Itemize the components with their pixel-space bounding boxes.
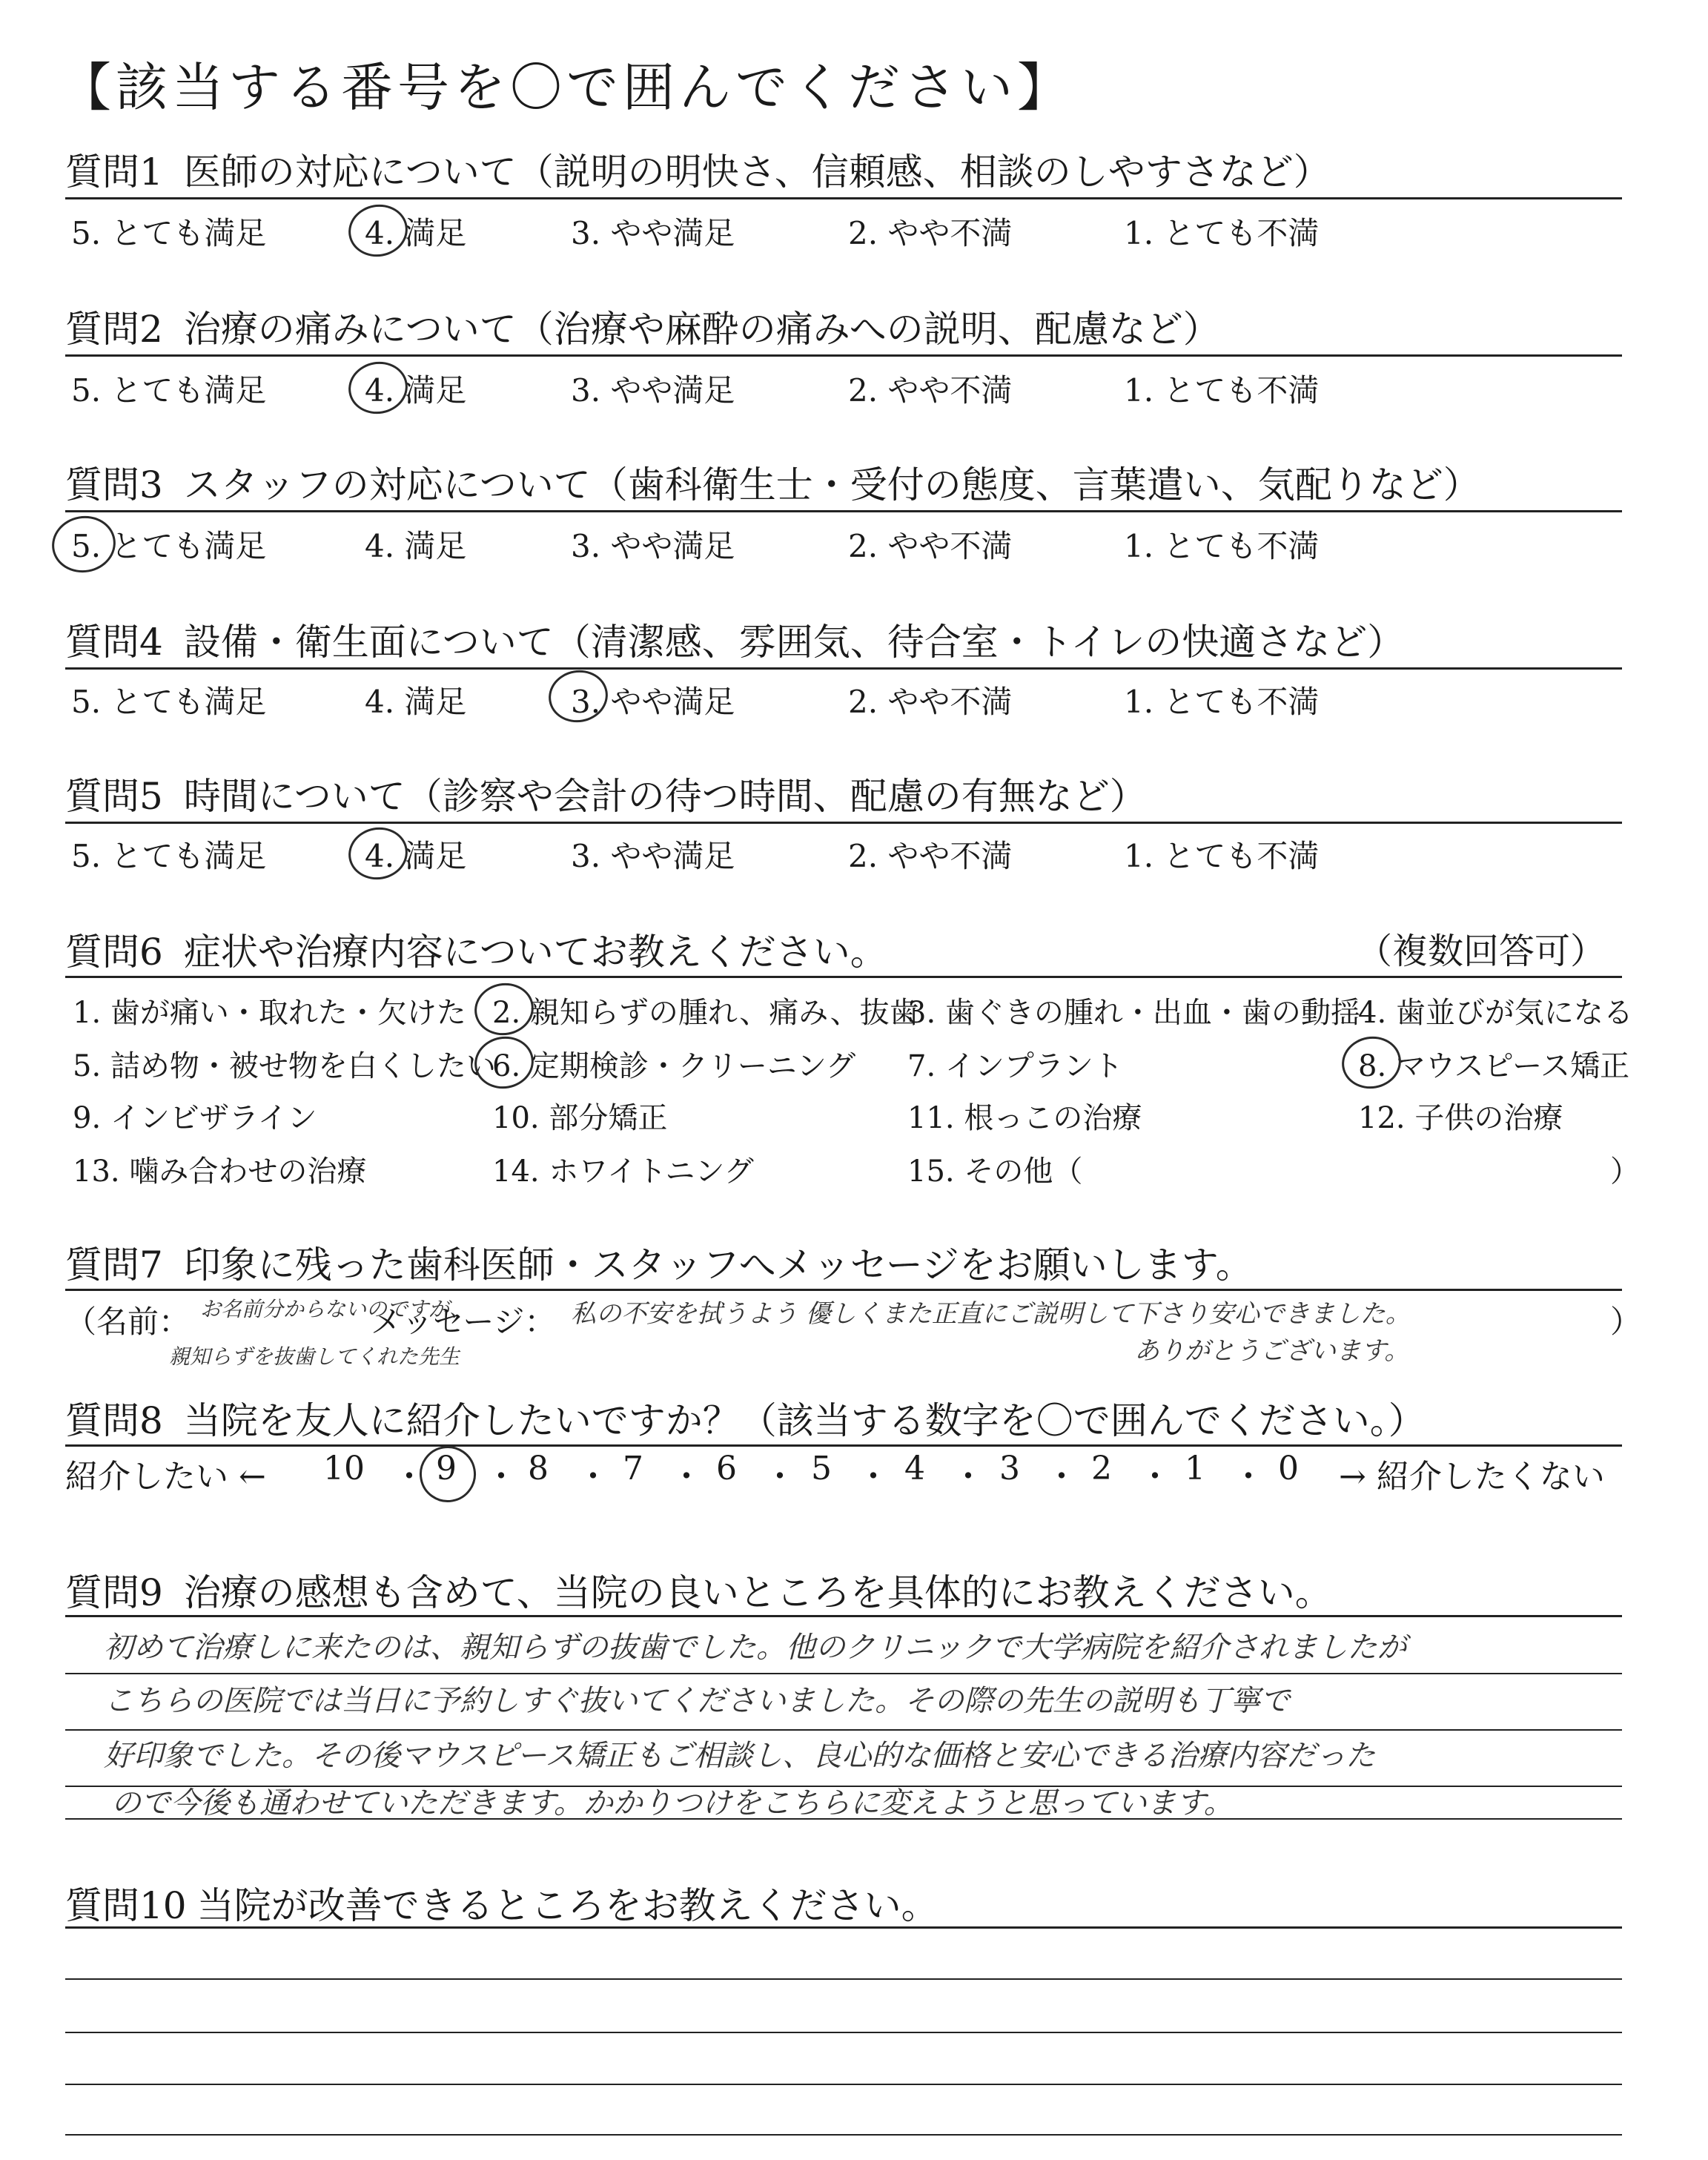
q9-handwriting-2: こちらの医院では当日に予約しすぐ抜いてくださいました。その際の先生の説明も丁寧で	[104, 1684, 1290, 1718]
q6-option-10[interactable]: 10. 部分矯正	[492, 1101, 668, 1135]
q6-option-11[interactable]: 11. 根っこの治療	[907, 1101, 1142, 1135]
q5-option-5[interactable]: 5. とても満足	[71, 838, 267, 874]
question-9-title	[65, 1563, 1332, 1616]
q8-separator: ・	[1139, 1458, 1171, 1496]
q3-option-5[interactable]: 5. とても満足	[71, 528, 267, 564]
q2-option-3[interactable]: 3. やや満足	[571, 372, 735, 409]
q6-option-2[interactable]: 2. 親知らずの腫れ、痛み、抜歯	[492, 996, 919, 1030]
question-5-number: 質問5	[65, 775, 163, 818]
question-10-title	[65, 1876, 939, 1929]
q4-option-4[interactable]: 4. 満足	[365, 684, 467, 720]
q5-option-1[interactable]: 1. とても不満	[1124, 838, 1320, 874]
q6-option-9[interactable]: 9. インビザライン	[73, 1101, 317, 1135]
question-9-number: 質問9	[65, 1571, 163, 1614]
question-4-number: 質問4	[65, 621, 163, 664]
q8-value-2[interactable]: 2	[1091, 1450, 1112, 1487]
q9-handwriting-4: ので今後も通わせていただきます。かかりつけをこちらに変えようと思っています。	[111, 1786, 1234, 1820]
q6-option-14[interactable]: 14. ホワイトニング	[492, 1155, 754, 1189]
q8-separator: ・	[485, 1458, 517, 1496]
q1-option-1[interactable]: 1. とても不満	[1124, 215, 1320, 251]
q3-option-3[interactable]: 3. やや満足	[571, 528, 735, 564]
question-4-rule	[65, 667, 1622, 670]
q6-option-8[interactable]: 8. マウスピース矯正	[1358, 1049, 1630, 1083]
q1-option-3[interactable]: 3. やや満足	[571, 215, 735, 251]
q4-option-5[interactable]: 5. とても満足	[71, 684, 267, 720]
q2-option-5[interactable]: 5. とても満足	[71, 372, 267, 409]
q8-left-label: 紹介したい ←	[65, 1458, 266, 1496]
q6-option-7[interactable]: 7. インプラント	[907, 1049, 1123, 1083]
q5-option-4[interactable]: 4. 満足	[365, 838, 467, 874]
question-7-number: 質問7	[65, 1244, 163, 1287]
q7-name-label: （名前：	[65, 1304, 191, 1340]
q8-separator: ・	[670, 1458, 703, 1496]
q1-option-5[interactable]: 5. とても満足	[71, 215, 267, 251]
q5-option-2[interactable]: 2. やや不満	[848, 838, 1013, 874]
q9-line-2	[65, 1673, 1622, 1674]
q8-separator: ・	[857, 1458, 890, 1496]
q8-separator: ・	[393, 1458, 426, 1496]
question-3-rule	[65, 510, 1622, 512]
q8-value-4[interactable]: 4	[904, 1450, 925, 1487]
q9-handwriting-1: 初めて治療しに来たのは、親知らずの抜歯でした。他のクリニックで大学病院を紹介されましたが	[104, 1631, 1407, 1665]
question-3-number: 質問3	[65, 463, 163, 506]
q4-option-3[interactable]: 3. やや満足	[571, 684, 735, 720]
q8-value-10[interactable]: 10	[323, 1450, 365, 1487]
question-10-text: 当院が改善できるところをお教えください。	[196, 1884, 939, 1927]
question-3-text: スタッフの対応について（歯科衛生士・受付の態度、言葉遣い、気配りなど）	[183, 463, 1480, 506]
q9-line-3	[65, 1729, 1622, 1731]
question-3-title	[65, 455, 1480, 509]
q10-line-3[interactable]	[65, 2032, 1622, 2033]
q8-value-8[interactable]: 8	[528, 1450, 549, 1487]
q7-message-label: メッセージ：	[371, 1304, 556, 1340]
question-6-title	[65, 922, 887, 976]
q3-option-4[interactable]: 4. 満足	[365, 528, 467, 564]
q8-value-9[interactable]: 9	[436, 1450, 457, 1487]
q10-line-2[interactable]	[65, 1978, 1622, 1980]
q1-option-2[interactable]: 2. やや不満	[848, 215, 1013, 251]
question-6-rule	[65, 976, 1622, 978]
q8-value-6[interactable]: 6	[716, 1450, 737, 1487]
question-6-number: 質問6	[65, 931, 163, 974]
q10-line-4[interactable]	[65, 2084, 1622, 2085]
q8-value-3[interactable]: 3	[999, 1450, 1020, 1487]
q6-option-1[interactable]: 1. 歯が痛い・取れた・欠けた	[73, 996, 466, 1030]
q7-name-handwriting-2: 親知らずを抜歯してくれた先生	[169, 1344, 460, 1369]
q4-option-1[interactable]: 1. とても不満	[1124, 684, 1320, 720]
q8-value-0[interactable]: 0	[1278, 1450, 1299, 1487]
question-1-text: 医師の対応について（説明の明快さ、信頼感、相談のしやすさなど）	[183, 151, 1331, 194]
q8-separator: ・	[1045, 1458, 1078, 1496]
q7-message-handwriting-2: ありがとうございます。	[1134, 1336, 1410, 1366]
q3-option-2[interactable]: 2. やや不満	[848, 528, 1013, 564]
q8-separator: ・	[577, 1458, 609, 1496]
question-4-text: 設備・衛生面について（清潔感、雰囲気、待合室・トイレの快適さなど）	[183, 621, 1405, 664]
question-8-rule	[65, 1444, 1622, 1447]
q4-option-2[interactable]: 2. やや不満	[848, 684, 1013, 720]
q7-close: ）	[1610, 1304, 1642, 1340]
q8-value-5[interactable]: 5	[811, 1450, 832, 1487]
q1-option-4[interactable]: 4. 満足	[365, 215, 467, 251]
question-2-title	[65, 300, 1220, 353]
question-1-title	[65, 142, 1331, 196]
q6-option-3[interactable]: 3. 歯ぐきの腫れ・出血・歯の動揺	[907, 996, 1360, 1030]
q5-option-3[interactable]: 3. やや満足	[571, 838, 735, 874]
question-4-title	[65, 612, 1404, 666]
q8-value-7[interactable]: 7	[623, 1450, 643, 1487]
q6-option-13[interactable]: 13. 噛み合わせの治療	[73, 1155, 367, 1189]
q8-separator: ・	[952, 1458, 984, 1496]
q6-option-4[interactable]: 4. 歯並びが気になる	[1358, 996, 1633, 1030]
question-10-number: 質問10	[65, 1884, 187, 1927]
q2-option-1[interactable]: 1. とても不満	[1124, 372, 1320, 409]
q6-option-12[interactable]: 12. 子供の治療	[1358, 1101, 1563, 1135]
q9-line-1	[65, 1615, 1622, 1617]
q6-other-close: ）	[1610, 1155, 1640, 1189]
q2-option-4[interactable]: 4. 満足	[365, 372, 467, 409]
question-8-text: 当院を友人に紹介したいですか？（該当する数字を〇で囲んでください。）	[183, 1399, 1426, 1442]
question-7-rule	[65, 1289, 1622, 1291]
question-5-rule	[65, 822, 1622, 824]
q3-option-1[interactable]: 1. とても不満	[1124, 528, 1320, 564]
question-9-text: 治療の感想も含めて、当院の良いところを具体的にお教えください。	[183, 1571, 1332, 1614]
q2-option-2[interactable]: 2. やや不満	[848, 372, 1013, 409]
question-1-rule	[65, 197, 1622, 199]
question-8-number: 質問8	[65, 1399, 163, 1442]
q10-line-5[interactable]	[65, 2134, 1622, 2136]
question-6-text: 症状や治療内容についてお教えください。	[183, 931, 887, 974]
question-2-number: 質問2	[65, 308, 163, 351]
q6-option-5[interactable]: 5. 詰め物・被せ物を白くしたい	[73, 1049, 496, 1083]
q8-separator: ・	[1232, 1458, 1265, 1496]
question-7-text: 印象に残った歯科医師・スタッフへメッセージをお願いします。	[183, 1244, 1253, 1287]
q9-handwriting-3: 好印象でした。その後マウスピース矯正もご相談し、良心的な価格と安心できる治療内容だった	[104, 1739, 1376, 1773]
question-2-rule	[65, 354, 1622, 357]
q8-right-label: → 紹介したくない	[1339, 1458, 1605, 1496]
q7-name-handwriting-1: お名前分からないのですが、	[200, 1297, 471, 1321]
q8-value-1[interactable]: 1	[1185, 1450, 1205, 1487]
q10-line-1[interactable]	[65, 1926, 1622, 1929]
survey-header: 【該当する番号を〇で囲んでください】	[59, 57, 1073, 118]
q8-separator: ・	[764, 1458, 796, 1496]
question-8-title	[65, 1391, 1426, 1444]
question-5-title	[65, 767, 1147, 820]
q6-option-6[interactable]: 6. 定期検診・クリーニング	[492, 1049, 856, 1083]
question-6-note: （複数回答可）	[1357, 931, 1606, 972]
question-7-title	[65, 1235, 1253, 1289]
q6-option-15[interactable]: 15. その他（	[907, 1155, 1083, 1189]
q7-message-handwriting-1: 私の不安を拭うよう 優しくまた正直にご説明して下さり安心できました。	[571, 1299, 1411, 1329]
question-5-text: 時間について（診察や会計の待つ時間、配慮の有無など）	[183, 775, 1147, 818]
question-2-text: 治療の痛みについて（治療や麻酔の痛みへの説明、配慮など）	[183, 308, 1220, 351]
question-1-number: 質問1	[65, 151, 163, 194]
q3-selection-circle	[47, 511, 120, 578]
